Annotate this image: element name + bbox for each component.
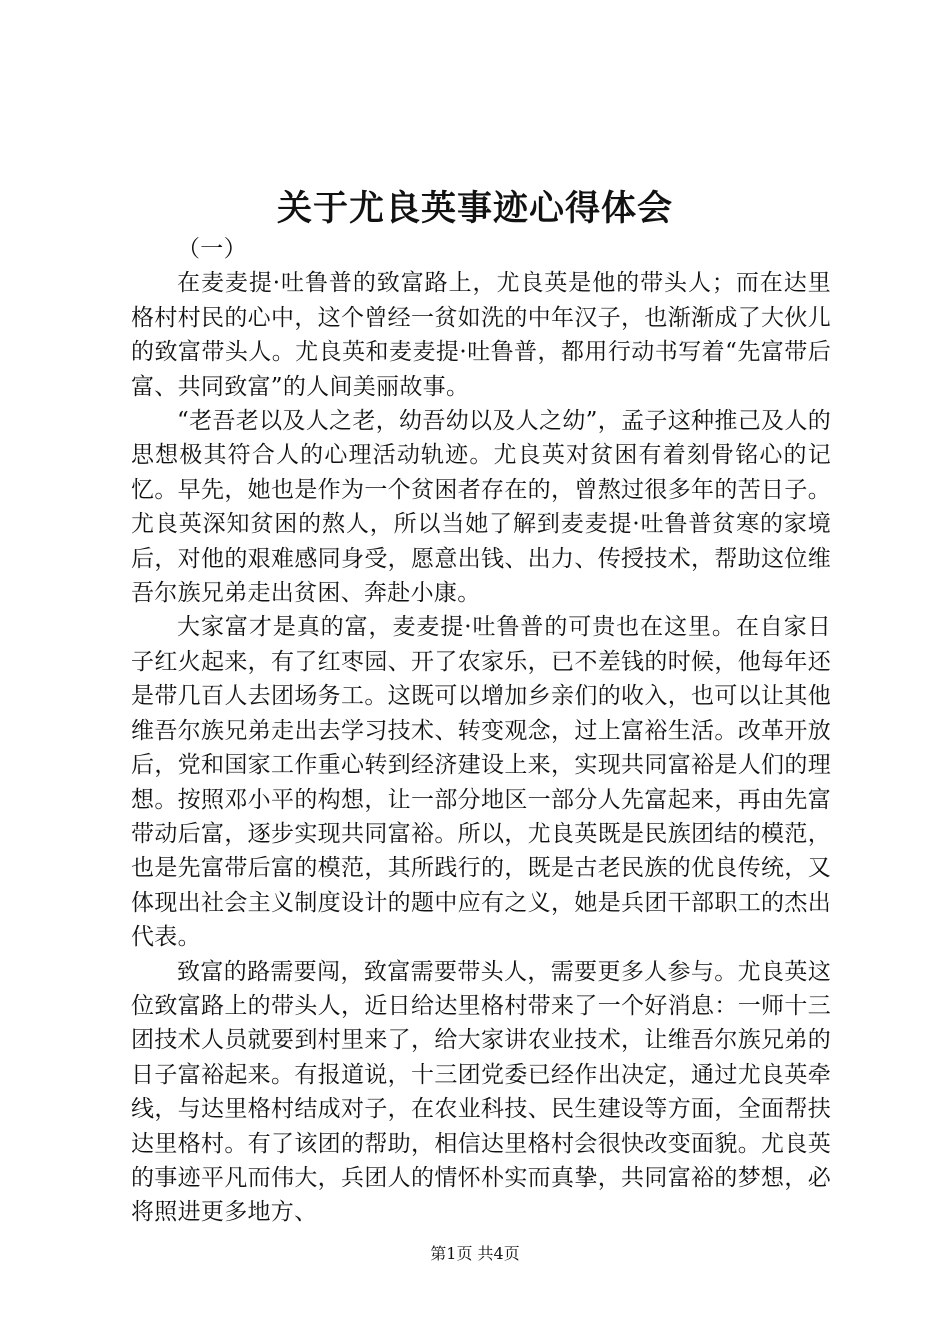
paragraph-2: “老吾老以及人之老，幼吾幼以及人之幼”，孟子这种推己及人的思想极其符合人的心理活动轨迹。尤良英对贫困有着刻骨铭心的记忆。早先，她也是作为一个贫困者存在的，曾熬过很多年的苦日子。尤良英深知贫困的熬人，所以当她了解到麦麦提·吐鲁普贫寒的家境后，对他的艰难感同身受，愿意出钱、出力、传授技术，帮助这位维吾尔族兄弟走出贫困、奔赴小康。 — [131, 408, 831, 607]
paragraph-3: 大家富才是真的富，麦麦提·吐鲁普的可贵也在这里。在自家日子红火起来，有了红枣园、开了农家乐，已不差钱的时候，他每年还是带几百人去团场务工。这既可以增加乡亲们的收入，也可以让其他维吾尔族兄弟走出去学习技术、转变观念，过上富裕生活。改革开放后，党和国家工作重心转到经济建设上来，实现共同富裕是人们的理想。按照邓小平的构想，让一部分地区一部分人先富起来，再由先富带动后富，逐步实现共同富裕。所以，尤良英既是民族团结的模范，也是先富带后富的模范，其所践行的，既是古老民族的优良传统，又体现出社会主义制度设计的题中应有之义，她是兵团干部职工的杰出代表。 — [131, 614, 831, 951]
paragraph-1: 在麦麦提·吐鲁普的致富路上，尤良英是他的带头人；而在达里格村村民的心中，这个曾经一贫如洗的中年汉子，也渐渐成了大伙儿的致富带头人。尤良英和麦麦提·吐鲁普，都用行动书写着“先富带后富、共同致富”的人间美丽故事。 — [131, 270, 831, 400]
document-title: 关于尤良英事迹心得体会 — [276, 188, 673, 229]
page-footer: 第1页 共4页 — [430, 1244, 520, 1263]
paragraph-4: 致富的路需要闯，致富需要带头人，需要更多人参与。尤良英这位致富路上的带头人，近日给达里格村带来了一个好消息：一师十三团技术人员就要到村里来了，给大家讲农业技术，让维吾尔族兄弟的日子富裕起来。有报道说，十三团党委已经作出决定，通过尤良英牵线，与达里格村结成对子，在农业科技、民生建设等方面，全面帮扶达里格村。有了该团的帮助，相信达里格村会很快改变面貌。尤良英的事迹平凡而伟大，兵团人的情怀朴实而真挚，共同富裕的梦想，必将照进更多地方、 — [131, 958, 831, 1226]
section-marker: （一） — [177, 236, 247, 262]
document-body — [131, 232, 831, 1230]
